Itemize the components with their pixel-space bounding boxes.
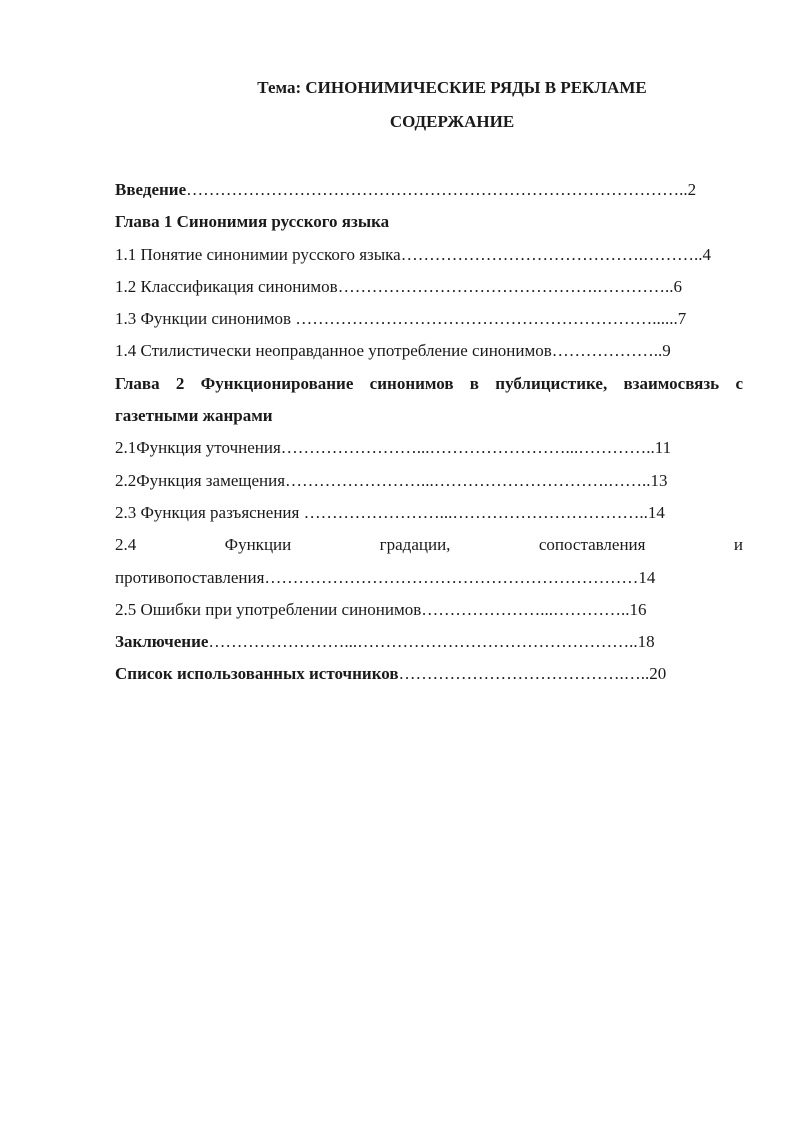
toc-entry-label: Заключение [115,632,209,652]
toc-entry-2-3: 2.3 Функция разъяснения ……………………...……………………………..14 [115,502,665,522]
toc-entry-2-4-line2: противопоставления…………………………………………………………14 [115,567,656,587]
toc-word: сопоставления [538,535,646,555]
toc-chapter-2-text: Глава 2 Функционирование синонимов в публицистике, взаимосвязь с [115,373,743,393]
toc-entry-2-1: 2.1Функция уточнения……………………...……………………...…………..11 [115,438,672,458]
toc-entry-1-2: 1.2 Классификация синонимов……………………………………….…………..6 [115,276,682,296]
toc-word: и [733,535,743,555]
toc-entry-1-3: 1.3 Функции синонимов ………………………………………………………......7 [115,309,687,329]
toc-word: Функции [224,535,292,555]
toc-entry-intro [115,174,743,206]
toc-leader: ………………………………….….. [398,664,650,684]
toc-entry-1-4: 1.4 Стилистически неоправданное употребление синонимов………………..9 [115,341,671,361]
toc-chapter-1: Глава 1 Синонимия русского языка [115,212,390,232]
toc-entry-2-2: 2.2Функция замещения……………………...………………………….……..13 [115,470,668,490]
toc-entry-label: Введение [115,180,187,199]
toc-entry-sources [115,658,743,690]
toc-entry-label: Список использованных источников [115,664,399,684]
toc-chapter-2-line1 [115,368,743,400]
toc-entry-2-4-line1 [115,529,743,561]
table-of-contents [115,174,743,691]
toc-entry-2-5: 2.5 Ошибки при употреблении синонимов…………………...…………..16 [115,599,647,619]
contents-heading: СОДЕРЖАНИЕ [389,112,515,131]
toc-page-number: 20 [649,664,667,684]
toc-chapter-2-line2: газетными жанрами [115,406,273,426]
toc-word: 2.4 [115,535,137,555]
toc-page-number: 18 [637,632,655,652]
toc-page-number: 2 [687,180,697,199]
toc-leader: ……………………...………………………………………….. [208,632,638,652]
toc-entry-1-1: 1.1 Понятие синонимии русского языка…………………………………….………..4 [115,244,711,264]
toc-word: градации, [379,535,451,555]
document-title: Тема: СИНОНИМИЧЕСКИЕ РЯДЫ В РЕКЛАМЕ [257,78,647,97]
toc-entry-conclusion [115,626,743,658]
toc-leader: …………………………………………………………………………….. [186,180,688,199]
